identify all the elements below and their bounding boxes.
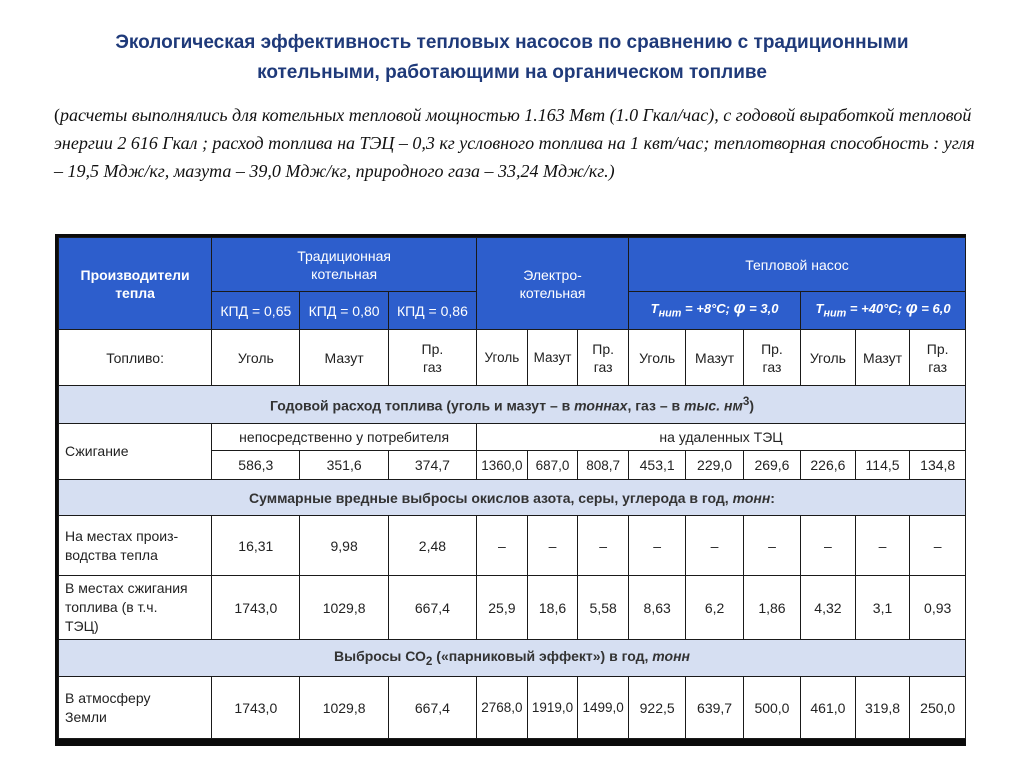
calculation-note bbox=[54, 101, 984, 185]
table-cell: 1499,0 bbox=[578, 677, 629, 739]
burnsites-label-l2: топлива (в т.ч. bbox=[65, 599, 158, 615]
hp1-val: = 3,0 bbox=[745, 300, 779, 316]
fuel-cell bbox=[477, 330, 528, 386]
table-cell: – bbox=[801, 516, 856, 576]
header-producers bbox=[59, 238, 212, 330]
table-cell: 1029,8 bbox=[300, 677, 388, 739]
note-text: расчеты выполнялись для котельных тепловой мощностью 1.163 Мвт (1.0 Гкал/час), с годовой выработкой тепловой энергии 2 616 Гкал ; расход топлива на ТЭЦ – 0,3 кг условного топлива на 1 квт/час; теплотворная способность : угля – 19,5 Мдж/кг, мазута – 39,0 Мдж/кг, природного газа – 33,24 Мдж/кг.) bbox=[54, 105, 975, 181]
band1-b: тоннах bbox=[574, 397, 628, 414]
note-paren: ( bbox=[54, 105, 60, 125]
table-cell: 269,6 bbox=[743, 451, 800, 480]
hp2-sub: нит bbox=[823, 307, 847, 320]
fuel-label: Топливо: bbox=[59, 330, 212, 386]
table-cell: 461,0 bbox=[801, 677, 856, 739]
fuel-text: Пр. bbox=[592, 340, 615, 357]
comparison-table-frame bbox=[55, 234, 966, 746]
table-cell: 4,32 bbox=[801, 576, 856, 640]
burn-label: Сжигание bbox=[59, 424, 212, 480]
table-cell: 114,5 bbox=[855, 451, 910, 480]
fuel-text: Мазут bbox=[862, 349, 903, 366]
table-cell: 1,86 bbox=[743, 576, 800, 640]
fuel-text: газ bbox=[593, 358, 613, 375]
band3-a: Выбросы СО bbox=[334, 648, 426, 665]
table-cell: 453,1 bbox=[628, 451, 685, 480]
hp2-t: T bbox=[815, 300, 824, 316]
burnsites-label-l1: В местах сжигания bbox=[65, 580, 188, 596]
table-cell: 250,0 bbox=[910, 677, 966, 739]
table-cell: 0,93 bbox=[910, 576, 966, 640]
burnsites-row bbox=[59, 576, 966, 640]
fuel-cell bbox=[801, 330, 856, 386]
table-cell: 2768,0 bbox=[477, 677, 528, 739]
fuel-cell bbox=[578, 330, 629, 386]
fuel-cell bbox=[910, 330, 966, 386]
band3-b: («парниковый эффект») в год, bbox=[432, 648, 653, 665]
fuel-text: Пр. bbox=[421, 340, 444, 357]
fuel-text: Пр. bbox=[926, 340, 949, 357]
fuel-text: газ bbox=[928, 358, 948, 375]
table-cell: – bbox=[578, 516, 629, 576]
fuel-text: Уголь bbox=[237, 349, 274, 366]
table-cell: 8,63 bbox=[628, 576, 685, 640]
header-traditional bbox=[212, 238, 477, 292]
band1-d: тыс. нм bbox=[684, 397, 743, 414]
band3-sub: 2 bbox=[425, 654, 433, 668]
table-cell: 3,1 bbox=[855, 576, 910, 640]
table-cell: – bbox=[628, 516, 685, 576]
local-label-l2: водства тепла bbox=[65, 546, 158, 563]
title-line-1: Экологическая эффективность тепловых насосов по сравнению с традиционными bbox=[115, 32, 909, 53]
table-cell: 6,2 bbox=[686, 576, 743, 640]
local-row bbox=[59, 516, 966, 576]
fuel-text: Пр. bbox=[761, 340, 783, 357]
table-cell: 808,7 bbox=[578, 451, 629, 480]
band2-a: Суммарные вредные выбросы окислов азота, серы, углерода в год, bbox=[249, 489, 733, 506]
fuel-text: Мазут bbox=[324, 349, 364, 366]
hp1-t: T bbox=[650, 300, 659, 316]
hp2-val: = 6,0 bbox=[917, 300, 951, 316]
header-hp-40c bbox=[801, 292, 966, 330]
fuel-text: Уголь bbox=[639, 349, 676, 366]
burnsites-label-l3: ТЭЦ) bbox=[65, 618, 99, 634]
table-cell: – bbox=[527, 516, 578, 576]
header-traditional-l2: котельная bbox=[311, 265, 378, 282]
atmos-row bbox=[59, 677, 966, 739]
band1-a: Годовой расход топлива (уголь и мазут – в bbox=[270, 397, 575, 414]
table-cell: – bbox=[686, 516, 743, 576]
band-annual-fuel bbox=[59, 386, 966, 424]
header-kpd-1: КПД = 0,65 bbox=[212, 292, 300, 330]
fuel-text: Мазут bbox=[695, 349, 735, 366]
fuel-text: газ bbox=[422, 358, 442, 375]
fuel-cell bbox=[628, 330, 685, 386]
table-cell: 687,0 bbox=[527, 451, 578, 480]
burn-consumer: непосредственно у потребителя bbox=[212, 424, 477, 451]
fuel-cell bbox=[855, 330, 910, 386]
hp1-phi: φ bbox=[733, 297, 746, 317]
header-electric-l1: Электро- bbox=[523, 266, 582, 283]
table-cell: 639,7 bbox=[686, 677, 743, 739]
atmos-label-l2: Земли bbox=[65, 708, 107, 725]
table-cell: 25,9 bbox=[477, 576, 528, 640]
table-cell: 319,8 bbox=[855, 677, 910, 739]
table-cell: 1360,0 bbox=[477, 451, 528, 480]
fuel-text: Уголь bbox=[484, 350, 520, 365]
band1-sup: 3 bbox=[742, 395, 750, 409]
page-title bbox=[30, 28, 994, 88]
table-cell: – bbox=[743, 516, 800, 576]
fuel-cell bbox=[743, 330, 800, 386]
atmos-label-l1: В атмосферу bbox=[65, 689, 151, 706]
band2-c: : bbox=[770, 489, 775, 506]
hp2-rest: = +40°C; bbox=[846, 300, 906, 316]
table-cell: – bbox=[855, 516, 910, 576]
local-label bbox=[59, 516, 212, 576]
table-cell: – bbox=[477, 516, 528, 576]
table-cell: 500,0 bbox=[743, 677, 800, 739]
fuel-cell bbox=[212, 330, 300, 386]
table-cell: 922,5 bbox=[628, 677, 685, 739]
band1-e: ) bbox=[749, 397, 754, 414]
band3-c: тонн bbox=[652, 648, 690, 665]
header-traditional-l1: Традиционная bbox=[297, 247, 392, 264]
title-line-2: котельными, работающими на органическом топливе bbox=[257, 62, 767, 83]
band-emissions bbox=[59, 480, 966, 516]
table-cell: 18,6 bbox=[527, 576, 578, 640]
fuel-text: Уголь bbox=[809, 349, 846, 366]
table-cell: 226,6 bbox=[801, 451, 856, 480]
table-cell: 1743,0 bbox=[212, 677, 300, 739]
hp1-rest: = +8°C; bbox=[681, 300, 734, 316]
header-producers-l2: тепла bbox=[115, 284, 155, 301]
header-electric bbox=[477, 238, 629, 330]
table-cell: 586,3 bbox=[212, 451, 300, 480]
header-heatpump: Тепловой насос bbox=[628, 238, 965, 292]
band1-c: , газ – в bbox=[627, 397, 685, 414]
fuel-cell bbox=[686, 330, 743, 386]
table-cell: – bbox=[910, 516, 966, 576]
hp2-phi: φ bbox=[905, 297, 918, 317]
local-label-l1: На местах произ- bbox=[65, 527, 179, 544]
table-cell: 374,7 bbox=[388, 451, 476, 480]
table-cell: 5,58 bbox=[578, 576, 629, 640]
fuel-cell bbox=[527, 330, 578, 386]
table-cell: 667,4 bbox=[388, 576, 476, 640]
table-cell: 16,31 bbox=[212, 516, 300, 576]
table-cell: 2,48 bbox=[388, 516, 476, 576]
table-cell: 1743,0 bbox=[212, 576, 300, 640]
band2-b: тонн bbox=[732, 489, 771, 506]
atmos-label bbox=[59, 677, 212, 739]
header-kpd-3: КПД = 0,86 bbox=[388, 292, 476, 330]
burnsites-label bbox=[59, 576, 212, 640]
hp1-sub: нит bbox=[658, 307, 682, 320]
table-cell: 134,8 bbox=[910, 451, 966, 480]
table-cell: 9,98 bbox=[300, 516, 388, 576]
header-hp-8c bbox=[628, 292, 800, 330]
fuel-text: газ bbox=[762, 358, 782, 375]
table-cell: 351,6 bbox=[300, 451, 388, 480]
comparison-table bbox=[58, 237, 966, 739]
table-cell: 1029,8 bbox=[300, 576, 388, 640]
header-electric-l2: котельная bbox=[519, 284, 586, 301]
table-cell: 1919,0 bbox=[527, 677, 578, 739]
burn-remote: на удаленных ТЭЦ bbox=[477, 424, 966, 451]
header-kpd-2: КПД = 0,80 bbox=[300, 292, 388, 330]
fuel-text: Мазут bbox=[533, 350, 572, 365]
band-co2 bbox=[59, 640, 966, 677]
table-cell: 229,0 bbox=[686, 451, 743, 480]
fuel-cell bbox=[388, 330, 476, 386]
fuel-cell bbox=[300, 330, 388, 386]
fuel-row bbox=[59, 330, 966, 386]
table-cell: 667,4 bbox=[388, 677, 476, 739]
header-producers-l1: Производители bbox=[80, 266, 190, 283]
